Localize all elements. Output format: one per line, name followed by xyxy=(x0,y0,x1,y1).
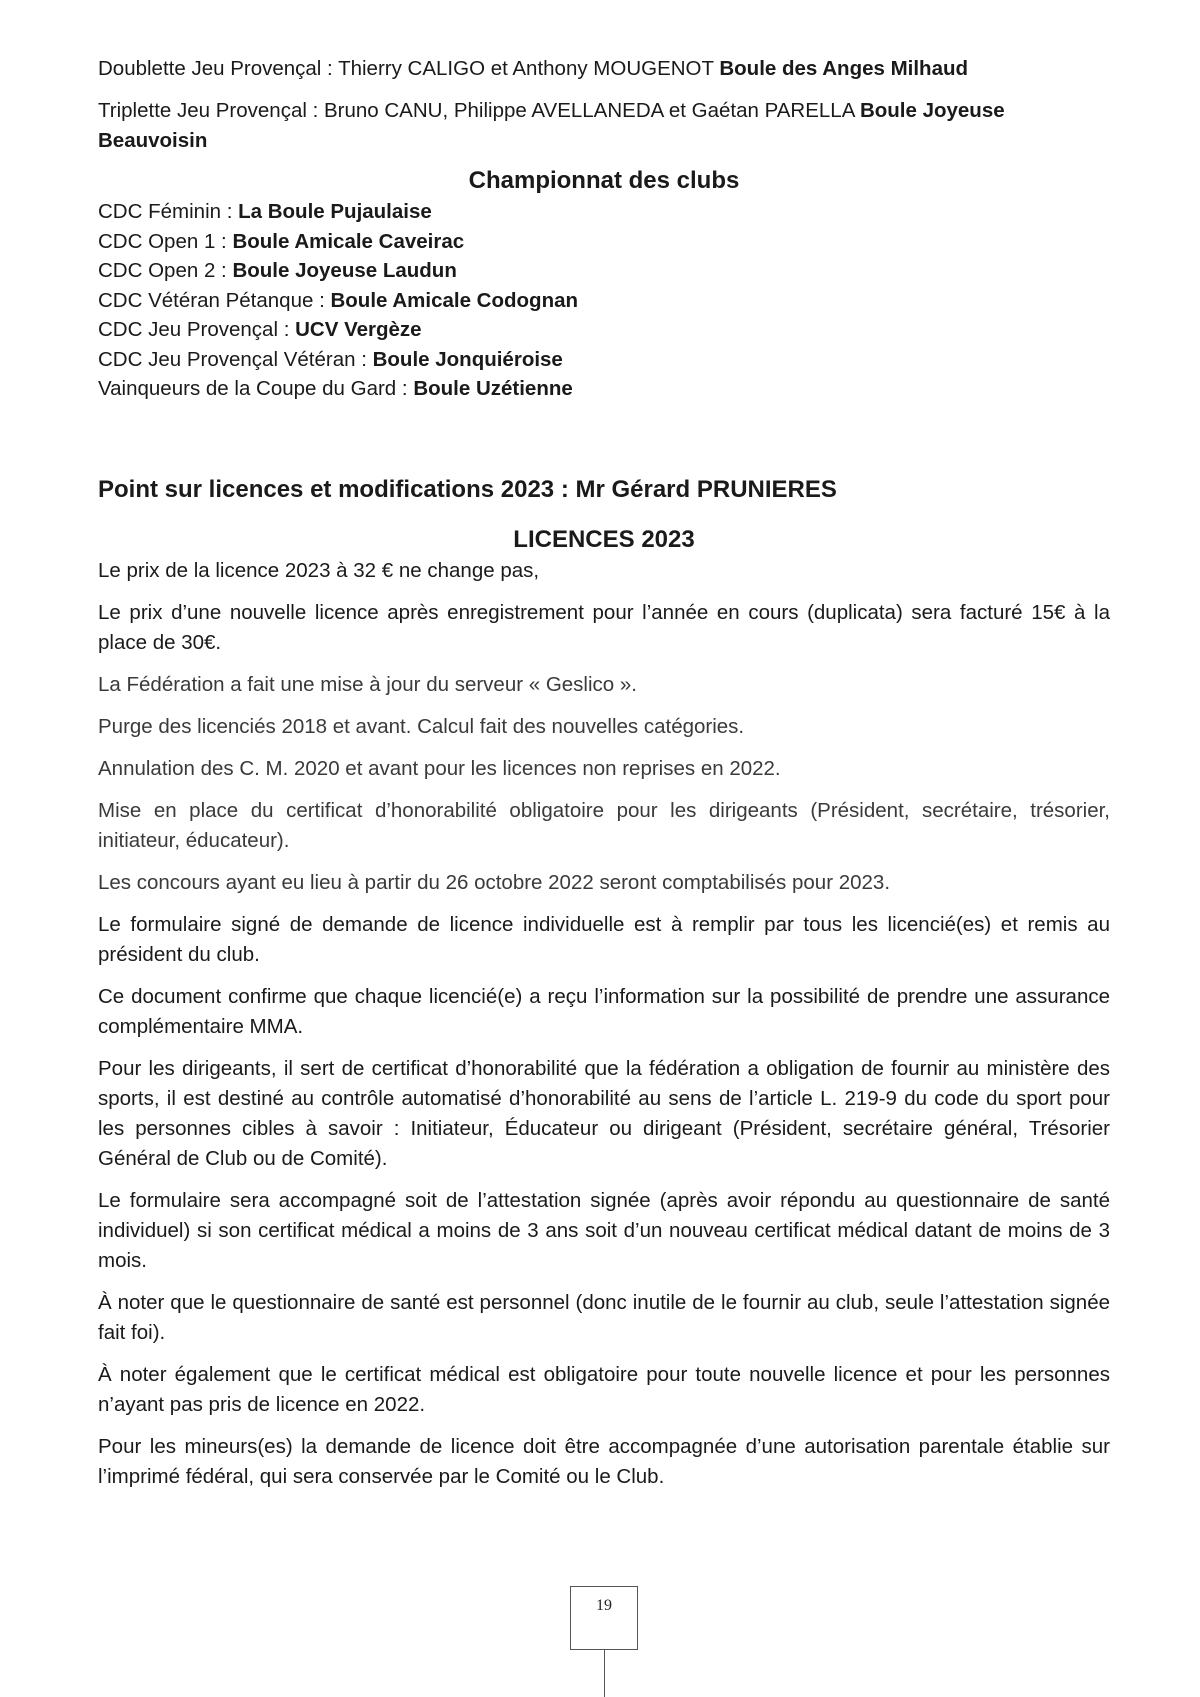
cdc-item-label: CDC Jeu Provençal : xyxy=(98,318,296,341)
cdc-item xyxy=(98,315,1110,345)
cdc-item xyxy=(98,286,1110,316)
footer-divider xyxy=(604,1650,605,1697)
cdc-item-club: Boule Uzétienne xyxy=(413,377,573,400)
cdc-item-label: CDC Open 2 : xyxy=(98,259,233,282)
licences-section-title: Point sur licences et modifications 2023 : Mr Gérard PRUNIERES xyxy=(98,475,837,503)
licence-paragraph: Le formulaire sera accompagné soit de l’attestation signée (après avoir répondu au questionnaire de santé individuel) si son certificat médical a moins de 3 ans soit d’un nouveau certificat médical datant de moins de 3 mois. xyxy=(98,1188,1110,1272)
licence-paragraph: Le formulaire signé de demande de licence individuelle est à remplir par tous les licencié(es) et remis au président du club. xyxy=(98,912,1110,966)
page-content xyxy=(98,54,1110,1492)
triplette-label: Triplette Jeu Provençal : Bruno CANU, Philippe AVELLANEDA et Gaétan PARELLA xyxy=(98,99,860,122)
licence-paragraph: La Fédération a fait une mise à jour du serveur « Geslico ». xyxy=(98,672,637,696)
doublette-club: Boule des Anges Milhaud xyxy=(719,57,969,80)
licence-paragraph: Annulation des C. M. 2020 et avant pour les licences non reprises en 2022. xyxy=(98,756,781,780)
triplette-club: Boule Joyeuse Beauvoisin xyxy=(98,99,1005,152)
licence-paragraph: Pour les mineurs(es) la demande de licence doit être accompagnée d’une autorisation parentale établie sur l’imprimé fédéral, qui sera conservée par le Comité ou le Club. xyxy=(98,1434,1110,1488)
cdc-item-club: Boule Joyeuse Laudun xyxy=(232,259,457,282)
cdc-item-label: CDC Féminin : xyxy=(98,200,239,223)
cdc-list xyxy=(98,197,1110,404)
cdc-item xyxy=(98,345,1110,375)
licence-paragraph: Mise en place du certificat d’honorabilité obligatoire pour les dirigeants (Président, secrétaire, trésorier, initiateur, éducateur). xyxy=(98,798,1110,852)
triplette-result xyxy=(98,96,1110,156)
cdc-item xyxy=(98,197,1110,227)
cdc-item-label: Vainqueurs de la Coupe du Gard : xyxy=(98,377,414,400)
page-number-box xyxy=(570,1586,638,1650)
cdc-item xyxy=(98,374,1110,404)
doublette-label: Doublette Jeu Provençal : Thierry CALIGO et Anthony MOUGENOT xyxy=(98,57,720,80)
licence-paragraph: Purge des licenciés 2018 et avant. Calcul fait des nouvelles catégories. xyxy=(98,714,745,738)
cdc-item-club: Boule Amicale Caveirac xyxy=(232,229,465,253)
licence-paragraph: Le prix d’une nouvelle licence après enregistrement pour l’année en cours (duplicata) sera facturé 15€ à la place de 30€. xyxy=(98,600,1110,654)
licence-paragraph: À noter également que le certificat médical est obligatoire pour toute nouvelle licence et pour les personnes n’ayant pas pris de licence en 2022. xyxy=(98,1362,1110,1416)
cdc-item xyxy=(98,227,1110,257)
cdc-item-club: Boule Jonquiéroise xyxy=(372,347,563,371)
doublette-result xyxy=(98,54,1110,84)
licence-paragraph: Les concours ayant eu lieu à partir du 26 octobre 2022 seront comptabilisés pour 2023. xyxy=(98,870,891,894)
cdc-item-label: CDC Vétéran Pétanque : xyxy=(98,288,331,312)
licence-paragraph: Ce document confirme que chaque licencié(e) a reçu l’information sur la possibilité de prendre une assurance complémentaire MMA. xyxy=(98,984,1110,1038)
licence-paragraph: À noter que le questionnaire de santé est personnel (donc inutile de le fournir au club, seule l’attestation signée fait foi). xyxy=(98,1290,1110,1344)
cdc-item-club: Boule Amicale Codognan xyxy=(330,288,579,312)
cdc-item-label: CDC Jeu Provençal Vétéran : xyxy=(98,347,373,371)
licence-paragraph: Pour les dirigeants, il sert de certificat d’honorabilité que la fédération a obligation de fournir au ministère des sports, il est destiné au contrôle automatisé d’honorabilité au sens de l’article L. 219-9 du code du sport pour les personnes cibles à savoir : Initiateur, Éducateur ou dirigeant (Président, secrétaire général, Trésorier Général de Club ou de Comité). xyxy=(98,1056,1110,1170)
cdc-item xyxy=(98,256,1110,286)
page-number: 19 xyxy=(596,1597,612,1614)
cdc-item-club: La Boule Pujaulaise xyxy=(238,200,432,223)
cdc-item-label: CDC Open 1 : xyxy=(98,229,233,253)
licences-subtitle: LICENCES 2023 xyxy=(513,525,695,553)
cdc-item-club: UCV Vergèze xyxy=(295,318,422,341)
licence-paragraph: Le prix de la licence 2023 à 32 € ne change pas, xyxy=(98,558,540,582)
cdc-title: Championnat des clubs xyxy=(468,167,740,194)
